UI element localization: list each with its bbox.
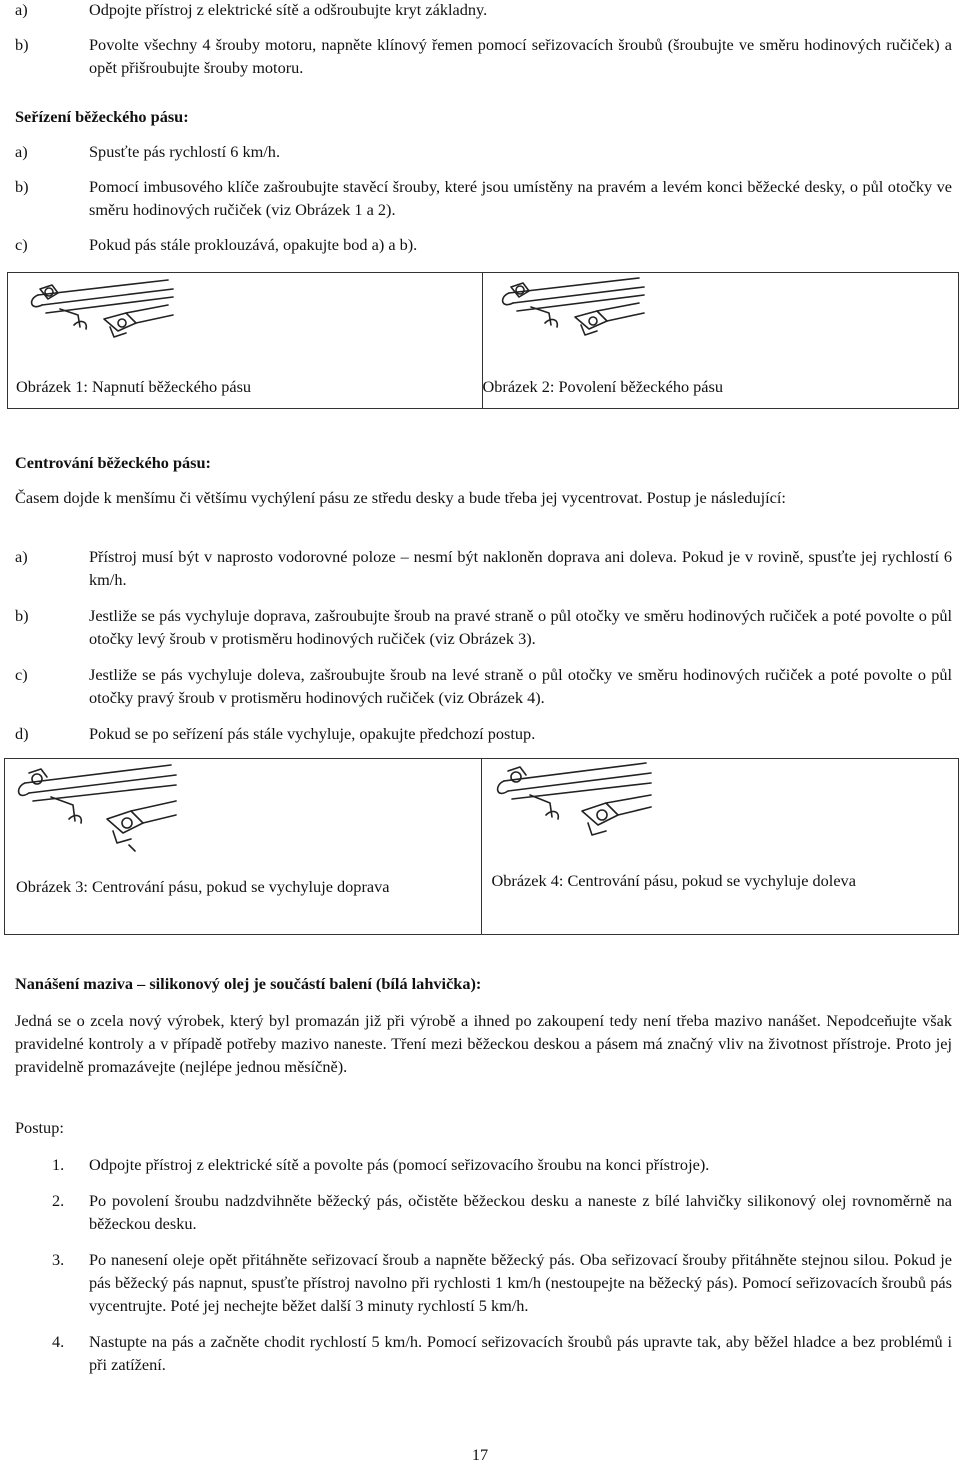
section-heading: Centrování běžeckého pásu: — [15, 453, 211, 472]
figure-4 — [482, 759, 959, 934]
figure-table-2 — [4, 758, 959, 935]
intro-list — [0, 0, 960, 79]
list-item — [0, 233, 960, 256]
list-item — [0, 0, 960, 21]
list-marker: a) — [15, 547, 28, 566]
list-marker: 2. — [52, 1191, 65, 1210]
list-item — [0, 175, 960, 221]
treadmill-centering-illustration-3 — [11, 761, 181, 871]
figure-2 — [483, 273, 959, 408]
page-number: 17 — [471, 1445, 489, 1464]
list-item — [0, 1248, 960, 1317]
list-item — [0, 604, 960, 650]
list-item — [0, 545, 960, 591]
list-marker: a) — [15, 0, 28, 19]
treadmill-adjust-illustration-2 — [489, 273, 649, 363]
list-item — [0, 140, 960, 163]
list-marker: c) — [15, 665, 28, 684]
list-text: Po nanesení oleje opět přitáhněte seřizovací šroub a napněte běžecký pás. Oba seřizovací šrouby přitáhněte stejnou silou. Pokud je pás běžecký pás napnut, spusťte přístroj navolno při rychlosti 1 km/h (nestoupejte na běžecký pás). Pomocí seřizovacích šroubů pás vycentrujte. Poté jej nechejte běžet další 3 minuty rychlostí 5 km/h. — [89, 1250, 952, 1315]
figure-1-caption: Obrázek 1: Napnutí běžeckého pásu — [16, 377, 252, 396]
list-text: Povolte všechny 4 šrouby motoru, napněte klínový řemen pomocí seřizovacích šroubů (šroubujte ve směru hodinových ručiček) a opět přišroubujte šrouby motoru. — [89, 35, 952, 77]
figure-3-caption: Obrázek 3: Centrování pásu, pokud se vychyluje doprava — [16, 877, 390, 896]
list-marker: 3. — [52, 1250, 65, 1269]
list-text: Pokud se po seřízení pás stále vychyluje, opakujte předchozí postup. — [89, 724, 536, 743]
list-marker: a) — [15, 142, 28, 161]
list-text: Jestliže se pás vychyluje doprava, zašroubujte šroub na pravé straně o půl otočky ve směru hodinových ručiček a poté povolte o půl otočky levý šroub v protisměru hodinových ručiček (viz Obrázek 3). — [89, 606, 952, 648]
figure-3 — [5, 759, 481, 934]
list-marker: d) — [15, 724, 29, 743]
list-text: Pomocí imbusového klíče zašroubujte stavěcí šrouby, které jsou umístěny na pravém a levém konci běžecké desky, o půl otočky ve směru hodinových ručiček (viz Obrázek 1 a 2). — [89, 177, 952, 219]
centering-list — [0, 545, 960, 745]
list-marker: c) — [15, 235, 28, 254]
list-item — [0, 1153, 960, 1176]
figure-4-caption: Obrázek 4: Centrování pásu, pokud se vychyluje doleva — [491, 871, 856, 890]
list-text: Odpojte přístroj z elektrické sítě a odšroubujte kryt základny. — [89, 0, 488, 19]
section-heading: Seřízení běžeckého pásu: — [15, 107, 189, 126]
list-item — [0, 33, 960, 79]
list-text: Jestliže se pás vychyluje doleva, zašroubujte šroub na levé straně o půl otočky ve směru hodinových ručiček a poté povolte o půl otočky pravý šroub v protisměru hodinových ručiček (viz Obrázek 4). — [89, 665, 952, 707]
figure-2-caption: Obrázek 2: Povolení běžeckého pásu — [482, 377, 724, 396]
lubrication-steps — [0, 1153, 960, 1376]
paragraph: Časem dojde k menšímu či většímu vychýlení pásu ze středu desky a bude třeba jej vycentrovat. Postup je následující: — [15, 488, 786, 507]
treadmill-adjust-illustration-1 — [18, 275, 178, 365]
list-marker: 1. — [52, 1155, 65, 1174]
list-marker: b) — [15, 177, 29, 196]
paragraph: Jedná se o zcela nový výrobek, který byl promazán již při výrobě a ihned po zakoupení tedy není třeba mazivo nanášet. Nepodceňujte však pravidelné kontroly a v případě potřeby mazivo naneste. Tření mezi běžeckou deskou a pásem má značný vliv na životnost přístroje. Proto jej pravidelně promazávejte (nejlépe jednou měsíčně). — [15, 1011, 952, 1076]
list-text: Nastupte na pás a začněte chodit rychlostí 5 km/h. Pomocí seřizovacích šroubů pás upravte tak, aby běžel hladce a bez problémů i při zatížení. — [89, 1332, 952, 1374]
list-marker: 4. — [52, 1332, 65, 1351]
list-item — [0, 663, 960, 709]
list-text: Odpojte přístroj z elektrické sítě a povolte pás (pomocí seřizovacího šroubu na konci přístroje). — [89, 1155, 710, 1174]
list-text: Po povolení šroubu nadzdvihněte běžecký pás, očistěte běžeckou desku a naneste z bílé lahvičky silikonový olej rovnoměrně na běžeckou desku. — [89, 1191, 952, 1233]
treadmill-centering-illustration-4 — [486, 759, 656, 859]
postup-label: Postup: — [15, 1118, 64, 1137]
list-text: Spusťte pás rychlostí 6 km/h. — [89, 142, 281, 161]
belt-adjust-list — [0, 140, 960, 256]
list-item — [0, 722, 960, 745]
section-heading: Nanášení maziva – silikonový olej je součástí balení (bílá lahvička): — [15, 974, 482, 993]
list-item — [0, 1189, 960, 1235]
list-marker: b) — [15, 35, 29, 54]
list-text: Přístroj musí být v naprosto vodorovné poloze – nesmí být nakloněn doprava ani doleva. Pokud je v rovině, spusťte jej rychlostí 6 km/h. — [89, 547, 952, 589]
list-marker: b) — [15, 606, 29, 625]
list-item — [0, 1330, 960, 1376]
list-text: Pokud pás stále proklouzává, opakujte bod a) a b). — [89, 235, 418, 254]
figure-table-1 — [7, 272, 959, 409]
figure-1 — [8, 273, 482, 408]
